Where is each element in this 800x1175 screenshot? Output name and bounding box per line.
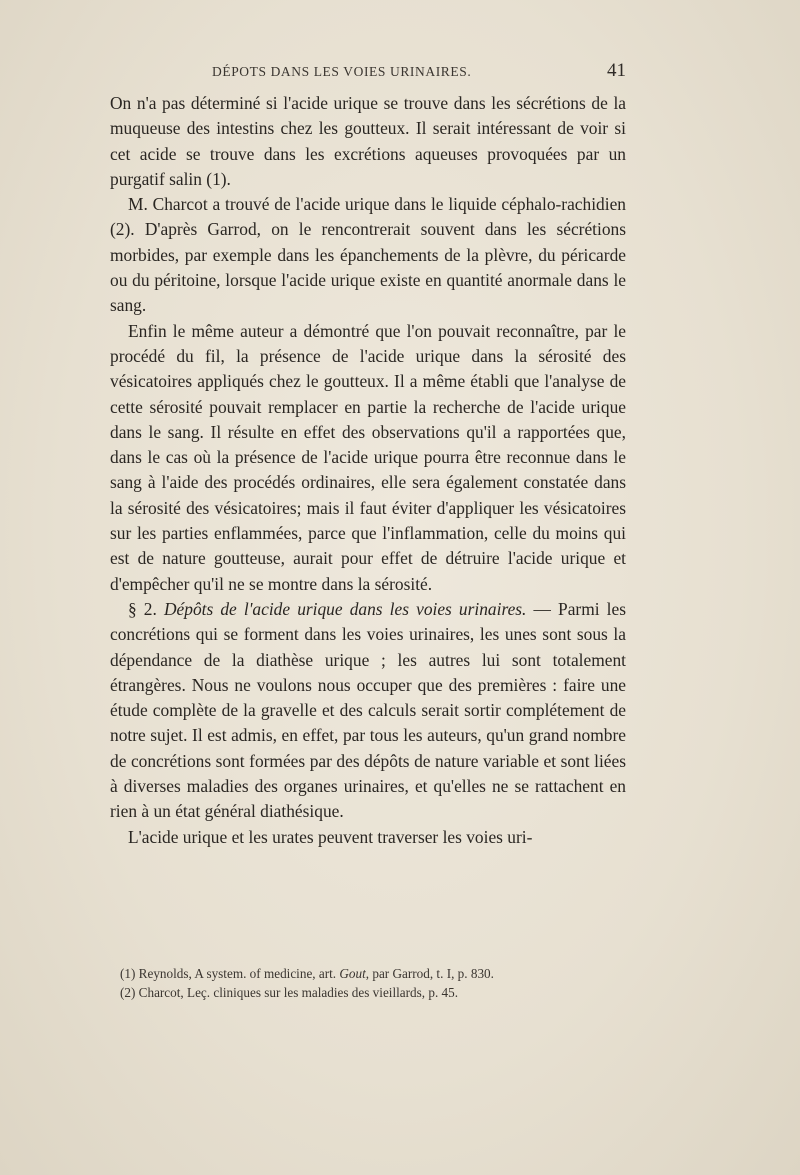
- footnote-1-text-end: , par Garrod, t. I, p. 830.: [365, 966, 494, 981]
- footnote-1: [120, 964, 626, 983]
- paragraph-4-text: — Parmi les concrétions qui se forment dans les voies urinaires, les unes sont sous la dépendance de la diathèse urique ; les autres lui sont totalement étrangères. Nous ne voulons nous occuper que des premières : faire une étude complète de la gravelle et des calculs serait sortir complétement de notre sujet. Il est admis, en effet, par tous les auteurs, qu'un grand nombre de concrétions sont formées par des dépôts de nature variable et sont liées à diverses maladies des organes urinaires, et qu'elles ne se rattachent en rien à un état général diathésique.: [110, 598, 626, 822]
- footnote-1-italic: Gout: [339, 966, 366, 981]
- page-number: 41: [607, 60, 626, 81]
- paragraph-4: [110, 597, 626, 825]
- running-head: DÉPOTS DANS LES VOIES URINAIRES.: [212, 64, 472, 79]
- body-text: [110, 91, 626, 850]
- footnote-1-text: (1) Reynolds, A system. of medicine, art.: [120, 966, 340, 981]
- section-number: § 2.: [128, 598, 157, 619]
- section-title: Dépôts de l'acide urique dans les voies urinaires.: [163, 598, 527, 619]
- page-header: [110, 60, 626, 88]
- paragraph-2: M. Charcot a trouvé de l'acide urique dans le liquide céphalo-rachidien (2). D'après Garrod, on le rencontrerait souvent dans les sécrétions morbides, par exemple dans les épanchements de la plèvre, du péricarde ou du péritoine, lorsque l'acide urique existe en quantité anormale dans le sang.: [110, 194, 626, 316]
- paragraph-1: On n'a pas déterminé si l'acide urique se trouve dans les sécrétions de la muqueuse des intestins chez les goutteux. Il serait intéressant de voir si cet acide se trouve dans les excrétions aqueuses provoquées par un purgatif salin (1).: [110, 93, 626, 189]
- paragraph-3: Enfin le même auteur a démontré que l'on pouvait reconnaître, par le procédé du fil, la présence de l'acide urique dans la sérosité des vésicatoires appliqués chez le goutteux. Il a même établi que l'analyse de cette sérosité pouvait remplacer en partie la recherche de l'acide urique dans le sang. Il résulte en effet des observations qu'il a rapportées que, dans le cas où la présence de l'acide urique pourra être reconnue dans le sang à l'aide des procédés ordinaires, elle sera également constatée dans la sérosité des vésicatoires; mais il faut éviter d'appliquer les vésicatoires sur les parties enflammées, parce que l'inflammation, celle du moins qui est de nature goutteuse, aurait pour effet de détruire l'acide urique et d'empêcher qu'il ne se montre dans la sérosité.: [110, 320, 626, 594]
- footnotes: [120, 964, 626, 1002]
- footnote-2: (2) Charcot, Leç. cliniques sur les maladies des vieillards, p. 45.: [120, 985, 459, 1000]
- paragraph-5: L'acide urique et les urates peuvent traverser les voies uri-: [128, 826, 533, 847]
